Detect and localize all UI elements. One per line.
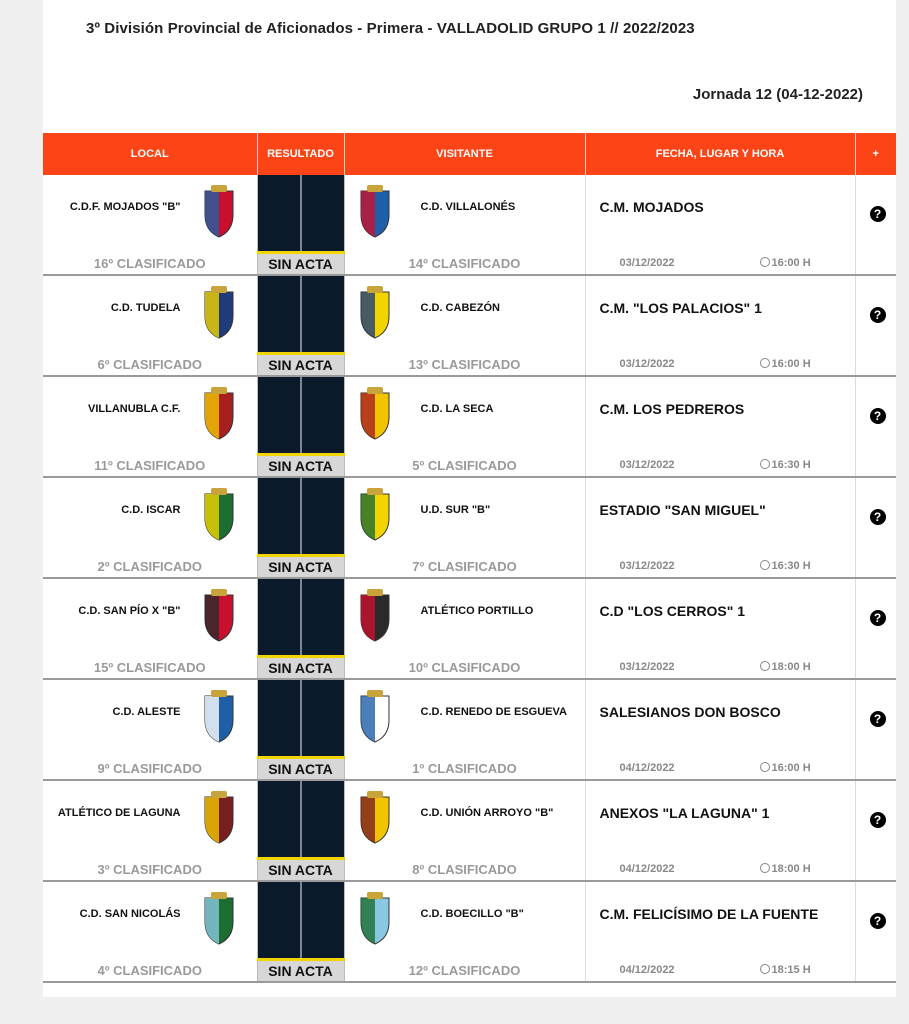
match-footer-row — [43, 859, 896, 882]
date-time-cell — [585, 556, 855, 579]
venue-cell — [585, 578, 855, 657]
matches-table — [43, 133, 896, 983]
visitor-crest-icon — [357, 589, 393, 643]
venue-cell — [585, 376, 855, 455]
visitor-crest-icon — [357, 690, 393, 744]
date-time-cell — [585, 657, 855, 680]
col-header-visitante: VISITANTE — [344, 133, 585, 175]
page-panel — [43, 0, 896, 997]
clock-icon — [760, 964, 770, 974]
result-box[interactable] — [257, 780, 344, 859]
local-position: 6º CLASIFICADO — [43, 354, 257, 377]
local-position: 3º CLASIFICADO — [43, 859, 257, 882]
venue-cell — [585, 780, 855, 859]
match-time-wrap — [760, 964, 811, 976]
clock-icon — [760, 257, 770, 267]
result-box[interactable] — [257, 376, 344, 455]
visitor-team-cell[interactable] — [344, 881, 585, 960]
local-team-name[interactable]: ATLÉTICO DE LAGUNA — [57, 807, 181, 819]
result-status[interactable]: SIN ACTA — [257, 859, 344, 882]
info-cell[interactable] — [855, 175, 896, 253]
visitor-team-name[interactable]: C.D. CABEZÓN — [420, 302, 500, 314]
local-team-name[interactable]: VILLANUBLA C.F. — [88, 403, 181, 415]
result-box[interactable] — [257, 275, 344, 354]
question-icon[interactable]: ? — [870, 509, 886, 525]
local-position: 15º CLASIFICADO — [43, 657, 257, 680]
venue-name: ESTADIO "SAN MIGUEL" — [599, 502, 766, 518]
col-header-local: LOCAL — [43, 133, 257, 175]
info-cell[interactable] — [855, 881, 896, 960]
visitor-crest-icon — [357, 791, 393, 845]
match-date: 03/12/2022 — [619, 357, 675, 370]
match-time: 16:00 H — [771, 256, 811, 269]
date-time-cell — [585, 758, 855, 781]
match-date: 03/12/2022 — [619, 256, 675, 269]
date-time-cell — [585, 354, 855, 377]
match-time-wrap — [760, 257, 811, 269]
local-crest-icon — [201, 185, 237, 239]
question-icon[interactable]: ? — [870, 812, 886, 828]
visitor-crest-icon — [357, 488, 393, 542]
visitor-team-cell[interactable] — [344, 376, 585, 455]
match-row — [43, 578, 896, 657]
local-team-name[interactable]: C.D. SAN NICOLÁS — [79, 908, 181, 920]
match-time: 16:00 H — [771, 357, 811, 370]
result-status[interactable]: SIN ACTA — [257, 657, 344, 680]
result-box[interactable] — [257, 679, 344, 758]
visitor-team-name[interactable]: C.D. VILLALONÉS — [420, 201, 516, 213]
visitor-team-cell[interactable] — [344, 780, 585, 859]
clock-icon — [760, 459, 770, 469]
match-time-wrap — [760, 762, 811, 774]
local-position: 2º CLASIFICADO — [43, 556, 257, 579]
info-cell[interactable] — [855, 477, 896, 556]
local-crest-icon — [201, 589, 237, 643]
match-row — [43, 376, 896, 455]
visitor-team-name[interactable]: C.D. BOECILLO "B" — [420, 908, 524, 920]
match-footer-row — [43, 657, 896, 680]
local-crest-icon — [201, 286, 237, 340]
venue-cell — [585, 881, 855, 960]
info-cell[interactable] — [855, 578, 896, 657]
info-cell[interactable] — [855, 376, 896, 455]
venue-name: C.M. FELICÍSIMO DE LA FUENTE — [599, 906, 819, 922]
local-team-cell[interactable] — [43, 881, 257, 960]
local-position: 16º CLASIFICADO — [43, 253, 257, 276]
match-time-wrap — [760, 863, 811, 875]
match-row — [43, 275, 896, 354]
venue-name: ANEXOS "LA LAGUNA" 1 — [599, 805, 770, 821]
match-date: 04/12/2022 — [619, 761, 675, 774]
match-date: 04/12/2022 — [619, 862, 675, 875]
result-box[interactable] — [257, 881, 344, 960]
match-row — [43, 679, 896, 758]
visitor-position: 8º CLASIFICADO — [344, 859, 585, 882]
local-team-name[interactable]: C.D.F. MOJADOS "B" — [69, 201, 181, 213]
visitor-crest-icon — [357, 387, 393, 441]
visitor-position: 13º CLASIFICADO — [344, 354, 585, 377]
match-time: 18:15 H — [771, 963, 811, 976]
result-status[interactable]: SIN ACTA — [257, 758, 344, 781]
visitor-crest-icon — [357, 286, 393, 340]
result-status[interactable]: SIN ACTA — [257, 960, 344, 983]
clock-icon — [760, 358, 770, 368]
result-status[interactable]: SIN ACTA — [257, 556, 344, 579]
visitor-team-name[interactable]: C.D. UNIÓN ARROYO "B" — [420, 807, 554, 819]
visitor-crest-icon — [357, 892, 393, 946]
visitor-position: 12º CLASIFICADO — [344, 960, 585, 983]
clock-icon — [760, 560, 770, 570]
match-time: 18:00 H — [771, 660, 811, 673]
visitor-team-name[interactable]: U.D. SUR "B" — [420, 504, 491, 516]
local-team-cell[interactable] — [43, 376, 257, 455]
visitor-team-cell[interactable] — [344, 578, 585, 657]
date-time-cell — [585, 960, 855, 983]
date-time-cell — [585, 859, 855, 882]
result-box[interactable] — [257, 578, 344, 657]
visitor-team-cell[interactable] — [344, 679, 585, 758]
venue-name: SALESIANOS DON BOSCO — [599, 704, 781, 720]
local-team-cell[interactable] — [43, 175, 257, 253]
visitor-team-name[interactable]: C.D. LA SECA — [420, 403, 494, 415]
local-team-cell[interactable] — [43, 477, 257, 556]
match-row — [43, 175, 896, 253]
clock-icon — [760, 863, 770, 873]
local-crest-icon — [201, 488, 237, 542]
match-footer-row — [43, 758, 896, 781]
visitor-position: 7º CLASIFICADO — [344, 556, 585, 579]
col-header-more[interactable]: + — [855, 133, 896, 175]
local-team-name[interactable]: C.D. ISCAR — [121, 504, 181, 516]
venue-name: C.M. MOJADOS — [599, 199, 704, 215]
question-icon[interactable]: ? — [870, 307, 886, 323]
jornada-label: Jornada 12 (04-12-2022) — [692, 86, 863, 103]
match-time-wrap — [760, 459, 811, 471]
local-team-name[interactable]: C.D. ALESTE — [112, 706, 181, 718]
result-box[interactable] — [257, 175, 344, 253]
venue-cell — [585, 175, 855, 253]
match-time-wrap — [760, 358, 811, 370]
venue-cell — [585, 477, 855, 556]
question-icon[interactable]: ? — [870, 408, 886, 424]
visitor-position: 1º CLASIFICADO — [344, 758, 585, 781]
local-crest-icon — [201, 791, 237, 845]
match-time: 16:30 H — [771, 458, 811, 471]
info-cell[interactable] — [855, 275, 896, 354]
match-time-wrap — [760, 560, 811, 572]
info-cell[interactable] — [855, 679, 896, 758]
clock-icon — [760, 661, 770, 671]
match-date: 03/12/2022 — [619, 660, 675, 673]
venue-name: C.M. LOS PEDREROS — [599, 401, 745, 417]
local-team-cell[interactable] — [43, 578, 257, 657]
result-status[interactable]: SIN ACTA — [257, 354, 344, 377]
match-footer-row — [43, 455, 896, 478]
match-footer-row — [43, 354, 896, 377]
venue-cell — [585, 275, 855, 354]
match-row — [43, 780, 896, 859]
match-time: 18:00 H — [771, 862, 811, 875]
col-header-resultado: RESULTADO — [257, 133, 344, 175]
local-crest-icon — [201, 690, 237, 744]
match-row — [43, 477, 896, 556]
local-crest-icon — [201, 387, 237, 441]
question-icon[interactable]: ? — [870, 711, 886, 727]
match-footer-row — [43, 556, 896, 579]
local-team-name[interactable]: C.D. SAN PÍO X "B" — [78, 605, 181, 617]
question-icon[interactable]: ? — [870, 610, 886, 626]
competition-title: 3º División Provincial de Aficionados - Primera - VALLADOLID GRUPO 1 // 2022/2023 — [86, 20, 695, 37]
info-cell[interactable] — [855, 780, 896, 859]
result-status[interactable]: SIN ACTA — [257, 455, 344, 478]
local-team-cell[interactable] — [43, 780, 257, 859]
venue-cell — [585, 679, 855, 758]
local-team-cell[interactable] — [43, 679, 257, 758]
venue-name: C.D "LOS CERROS" 1 — [599, 603, 746, 619]
local-position: 9º CLASIFICADO — [43, 758, 257, 781]
match-footer-row — [43, 253, 896, 276]
visitor-team-cell[interactable] — [344, 175, 585, 253]
match-time: 16:30 H — [771, 559, 811, 572]
visitor-team-cell[interactable] — [344, 275, 585, 354]
table-header-row — [43, 133, 896, 175]
visitor-team-name[interactable]: ATLÉTICO PORTILLO — [420, 605, 534, 617]
local-position: 4º CLASIFICADO — [43, 960, 257, 983]
visitor-team-cell[interactable] — [344, 477, 585, 556]
match-footer-row — [43, 960, 896, 983]
match-date: 03/12/2022 — [619, 559, 675, 572]
match-time-wrap — [760, 661, 811, 673]
visitor-position: 10º CLASIFICADO — [344, 657, 585, 680]
question-icon[interactable]: ? — [870, 206, 886, 222]
local-crest-icon — [201, 892, 237, 946]
local-position: 11º CLASIFICADO — [43, 455, 257, 478]
clock-icon — [760, 762, 770, 772]
visitor-crest-icon — [357, 185, 393, 239]
match-date: 04/12/2022 — [619, 963, 675, 976]
match-row — [43, 881, 896, 960]
venue-name: C.M. "LOS PALACIOS" 1 — [599, 300, 762, 316]
result-status[interactable]: SIN ACTA — [257, 253, 344, 276]
match-date: 03/12/2022 — [619, 458, 675, 471]
visitor-team-name[interactable]: C.D. RENEDO DE ESGUEVA — [420, 706, 567, 718]
date-time-cell — [585, 455, 855, 478]
question-icon[interactable]: ? — [870, 913, 886, 929]
date-time-cell — [585, 253, 855, 276]
local-team-cell[interactable] — [43, 275, 257, 354]
result-box[interactable] — [257, 477, 344, 556]
col-header-fecha: FECHA, LUGAR Y HORA — [585, 133, 855, 175]
visitor-position: 5º CLASIFICADO — [344, 455, 585, 478]
visitor-position: 14º CLASIFICADO — [344, 253, 585, 276]
local-team-name[interactable]: C.D. TUDELA — [110, 302, 181, 314]
match-time: 16:00 H — [771, 761, 811, 774]
